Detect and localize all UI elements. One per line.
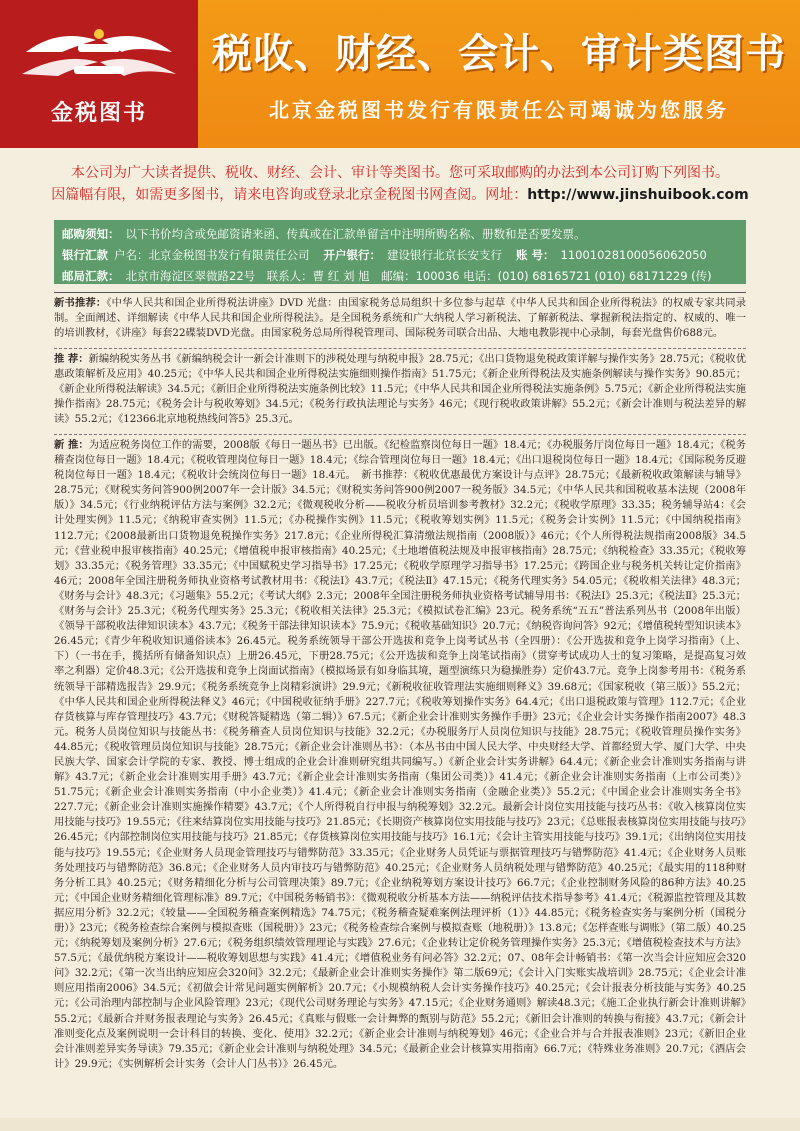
bank-transfer-row: [62, 245, 738, 266]
account-number: 11001028100056062050: [560, 248, 707, 262]
new-books-section: [54, 438, 746, 1114]
page-bottom-margin: [0, 1118, 800, 1131]
new-dvd-section: [54, 296, 746, 344]
bank-open-label: 开户银行：: [323, 248, 381, 262]
new-books-text: 为适应税务岗位工作的需要，2008版《每日一题丛书》已出版。《纪检监察岗位每日一题》18.4元；《办税服务厅岗位每日一题》18.4元；《税务稽查岗位每日一题》18.4元；《税收管理岗位每日一题》18.4元；《综合管理岗位每日一题》18.4元；《出口退税岗位每日一题》18.4元；《国际税务反避税岗位每日一题》18.4元；《税收计会统岗位每日一题》18.4元。 新书推荐：《税收优惠最优方案设计与点评》28.75元；《最新税收政策解读与辅导》28.75元；《财税实务问答900例2007年一会计版》34.5元；《财税实务问答900例2007一税务版》34.5元；《中华人民共和国税收基本法规（2008年版）》34.5元；《行业纳税评估方法与案例》32.2元；《微观税收分析——税收分析员培训参考教材》32.2元；《税收学原理》33.35；税务辅导站4：《会计处理实例》11.5元；《纳税审查实例》11.5元；《办税操作实例》11.5元；《税收筹划实例》11.5元；《税务会计实例》11.5元；《中国纳税指南》112.7元；《2008最新出口货物退免税操作实务》217.8元；《企业所得税汇算清缴法规指南（2008版）》46元；《个人所得税法规指南2008版》34.5元；《营业税申报审核指南》40.25元；《增值税申报审核指南》40.25元；《土地增值税法规及申报审核指南》28.75元；《纳税检查》33.35元；《税收筹划》33.35元；《税务管理》33.35元；《中国赋税史学习指导书》17.25元；《税收学原理学习指导书》17.25元；《跨国企业与税务机关转让定价指南》46元；2008年全国注册税务师执业资格考试教材用书：《税法Ⅰ》43.7元；《税法Ⅱ》47.15元；《税务代理实务》54.05元；《税收相关法律》48.3元；《财务与会计》48.3元；《习题集》55.2元；《考试大纲》2.3元；2008年全国注册税务师执业资格考试辅导用书：《税法Ⅰ》25.3元；《税法Ⅱ》25.3元；《财务与会计》25.3元；《税务代理实务》25.3元；《税收相关法律》25.3元；《模拟试卷汇编》23元。税务系统“五五”普法系列丛书（2008年出版）《领导干部税收法律知识读本》43.7元；《税务干部法律知识读本》75.9元；《税收基础知识》20.7元；《纳税咨询问答》92元；《增值税转型知识读本》26.45元；《青少年税收知识通俗读本》26.45元。税务系统领导干部公开选拔和竞争上岗考试丛书（全四册）：《公开选拔和竞争上岗学习指南》（上、下）（一书在手，揽括所有储备知识点）上册26.45元，下册28.75元；《公开选拔和竞争上岗笔试指南》（贯穿考试成功人士的复习策略，是提高复习效率之利器）定价48.3元；《公开选拔和竞争上岗面试指南》（模拟场景有如身临其境，题型演练只为稳操胜券）定价43.7元。竞争上岗参考用书：《税务系统领导干部精选报告》29.9元；《税务系统竞争上岗精彩演讲》29.9元；《新税收征收管理法实施细则释义》39.68元；《国家税收（第三版）》55.2元；《中华人民共和国企业所得税法释义》46元；《中国税收征纳手册》227.7元；《税收筹划操作实务》64.4元；《出口退税政策与管理》112.7元；《企业存货核算与库存管理技巧》43.7元；《财税答疑精选（第二辑）》67.5元；《新企业会计准则实务操作手册》23元；《企业会计实务操作指南2007》48.3元。税务人员岗位知识与技能丛书：《税务稽查人员岗位知识与技能》32.2元；《办税服务厅人员岗位知识与技能》28.75元；《税收管理员操作实务》44.85元；《税收管理员岗位知识与技能》28.75元；《新企业会计准则丛书》：（本丛书由中国人民大学、中央财经大学、首都经贸大学、厦门大学、中央民族大学、国家会计学院的专家、教授、博士组成的企业会计准则研究组共同编写。）《新企业会计实务讲解》64.4元；《新企业会计准则实务指南与讲解》43.7元；《新企业会计准则实用手册》43.7元；《新企业会计准则实务指南（集团公司类）》41.4元；《新企业会计准则实务指南（上市公司类）》51.75元；《新企业会计准则实务指南（中小企业类）》41.4元；《新企业会计准则实务指南（金融企业类）》55.2元；《中国企业会计准则实务全书》227.7元；《新企业会计准则实施操作精要》43.7元；《个人所得税自行申报与纳税筹划》32.2元。最新会计岗位实用技能与技巧丛书：《收入核算岗位实用技能与技巧》19.55元；《往来结算岗位实用技能与技巧》21.85元；《长期资产核算岗位实用技能与技巧》23元；《总账报表核算岗位实用技能与技巧》26.45元；《内部控制岗位实用技能与技巧》21.85元；《存货核算岗位实用技能与技巧》16.1元；《会计主管实用技能与技巧》39.1元；《出纳岗位实用技能与技巧》19.55元；《企业财务人员现金管理技巧与错弊防范》33.35元；《企业财务人员凭证与票据管理技巧与错弊防范》41.4元；《企业财务人员账务处理技巧与错弊防范》36.8元；《企业财务人员内审技巧与错弊防范》40.25元；《企业财务人员纳税处理与错弊防范》40.25元；《最实用的118种财务分析工具》40.25元；《财务精细化分析与公司管理决策》89.7元；《企业纳税筹划方案设计技巧》66.7元；《企业控制财务风险的86种方法》40.25元；《中国企业财务精细化管理标准》89.7元；《中国税务畅销书》：《微观税收分析基本方法——纳税评估技术指导参考》41.4元；《税源监控管理及其数据应用分析》32.2元；《较量——全国税务稽查案例精选》74.75元；《税务稽查疑难案例法理评析（1）》44.85元；《税务检查实务与案例分析（国税分册）》23元；《税务检查综合案例与模拟查账（国税册）》23元；《税务检查综合案例与模拟查账（地税册）》13.8元；《怎样查账与调账》（第二版）40.25元；《纳税筹划及案例分析》27.6元；《税务组织绩效管理理论与实践》27.6元；《企业转让定价税务管理操作实务》25.3元；《增值税检查技术与方法》57.5元；《最优纳税方案设计——税收筹划思想与实践》41.4元；《增值税业务有问必答》32.2元；07、08年会计畅销书：《第一次当会计应知应会320问》32.2元；《第一次当出纳应知应会320问》32.2元；《最新企业会计准则实务操作》第二版69元；《会计入门实账实战培训》28.75元；《企业会计准则应用指南2006》34.5元；《初做会计常见问题实例解析》20.7元；《小规模纳税人会计实务操作技巧》40.25元；《会计报表分析技能与实务》40.25元；《公司治理内部控制与企业风险管理》23元；《现代公司财务理论与实务》47.15元；《企业财务通则》解读48.3元；《施工企业执行新会计准则讲解》55.2元；《最新合并财务报表理论与实务》26.45元；《真账与假账一会计舞弊的甄别与防范》55.2元；《新旧会计准则的转换与衔接》43.7元；《新会计准则变化点及案例说明一会计科目的转换、变化、使用》32.2元；《新企业会计准则与纳税筹划》46元；《企业合并与合并报表准则》23元；《新旧企业会计准则差异实务导读》79.35元；《新企业会计准则与纳税处理》34.5元；《最新企业会计核算实用指南》66.7元；《特殊业务准则》20.7元；《酒店会计》29.9元；《实例解析会计实务（会计人门丛书）》26.45元。: [54, 439, 746, 1070]
website-link[interactable]: http://www.jinshuibook.com: [527, 187, 749, 203]
order-notice-text: 以下书价均含或免邮资请来函、传真或在汇款单留言中注明所购名称、册数和是否要发票。: [125, 227, 586, 241]
postal-transfer-text: 北京市海淀区翠微路22号 联系人：曹 红 刘 旭 邮编：100036 电话：(010) 68165721 (010) 68171229 (传): [125, 269, 712, 283]
intro-line-1: 本公司为广大读者提供、税收、财经、会计、审计等类图书。您可采取邮购的办法到本公司订购下列图书。: [71, 165, 729, 181]
header-banner: [198, 0, 800, 148]
bank-open-name: 建设银行北京长安支行: [387, 248, 502, 262]
divider: [54, 434, 746, 435]
logo-text: 金税图书: [50, 101, 147, 126]
postal-transfer-row: [62, 266, 738, 284]
recommend-lead: 推 荐：: [54, 353, 89, 365]
page-title: 税收、财经、会计、审计类图书: [212, 31, 786, 77]
page-header: [0, 0, 800, 148]
logo-mark-icon: [18, 22, 180, 92]
divider: [54, 348, 746, 349]
publisher-logo: [0, 0, 198, 148]
postal-transfer-label: 邮局汇款：: [62, 269, 120, 283]
intro-text: [40, 162, 760, 206]
divider: [54, 292, 746, 293]
new-dvd-lead: 新书推荐：: [54, 297, 107, 309]
account-number-label: 账 号：: [516, 248, 555, 262]
recommend-text: 新编纳税实务丛书《新编纳税会计一新会计准则下的涉税处理与纳税申报》28.75元；《出口货物退免税政策详解与操作实务》28.75元；《税收优惠政策解析及应用》40.25元；《中华人民共和国企业所得税法实施细则操作指南》51.75元；《新企业所得税法及实施条例解读与操作实务》90.85元；《新企业所得税法解读》34.5元；《新旧企业所得税法实施条例比较》11.5元；《中华人民共和国企业所得税法实施条例》5.75元；《新企业所得税法实施操作指南》28.75元；《税务会计与税收筹划》34.5元；《税务行政执法理论与实务》46元；《现行税收政策讲解》55.2元；《新会计准则与税法差异的解读》55.2元；《12366北京地税热线问答5》25.3元。: [54, 353, 746, 426]
bank-account-name: 户名：北京金税图书发行有限责任公司: [114, 248, 310, 262]
new-dvd-text: 《中华人民共和国企业所得税法讲座》DVD 光盘：由国家税务总局组织十多位参与起草《中华人民共和国企业所得税法》的权威专家共同录制。全面阐述、详细解读《中华人民共和国企业所得税法》。是全国税务系统和广大纳税人学习新税法、了解新税法、掌握新税法指定的、权威的、唯一的培训教材，《讲座》每套22碟装DVD光盘。由国家税务总局所得税管理司、国际税务司联合出品、大地电教影视中心录制，每套光盘售价688元。: [54, 297, 746, 340]
new-books-lead: 新 推：: [54, 439, 89, 451]
intro-line-2: [40, 184, 760, 206]
page-subtitle: 北京金税图书发行有限责任公司竭诚为您服务: [269, 98, 729, 122]
order-notice-label: 邮购须知：: [62, 227, 120, 241]
order-notice-row: [62, 224, 738, 245]
bank-transfer-label: 银行汇款: [62, 248, 108, 262]
intro-line-2-text: 因篇幅有限，如需更多图书，请来电咨询或登录北京金税图书网查阅。网址：: [51, 187, 528, 203]
order-info-box: [54, 220, 746, 284]
recommend-section: [54, 352, 746, 430]
